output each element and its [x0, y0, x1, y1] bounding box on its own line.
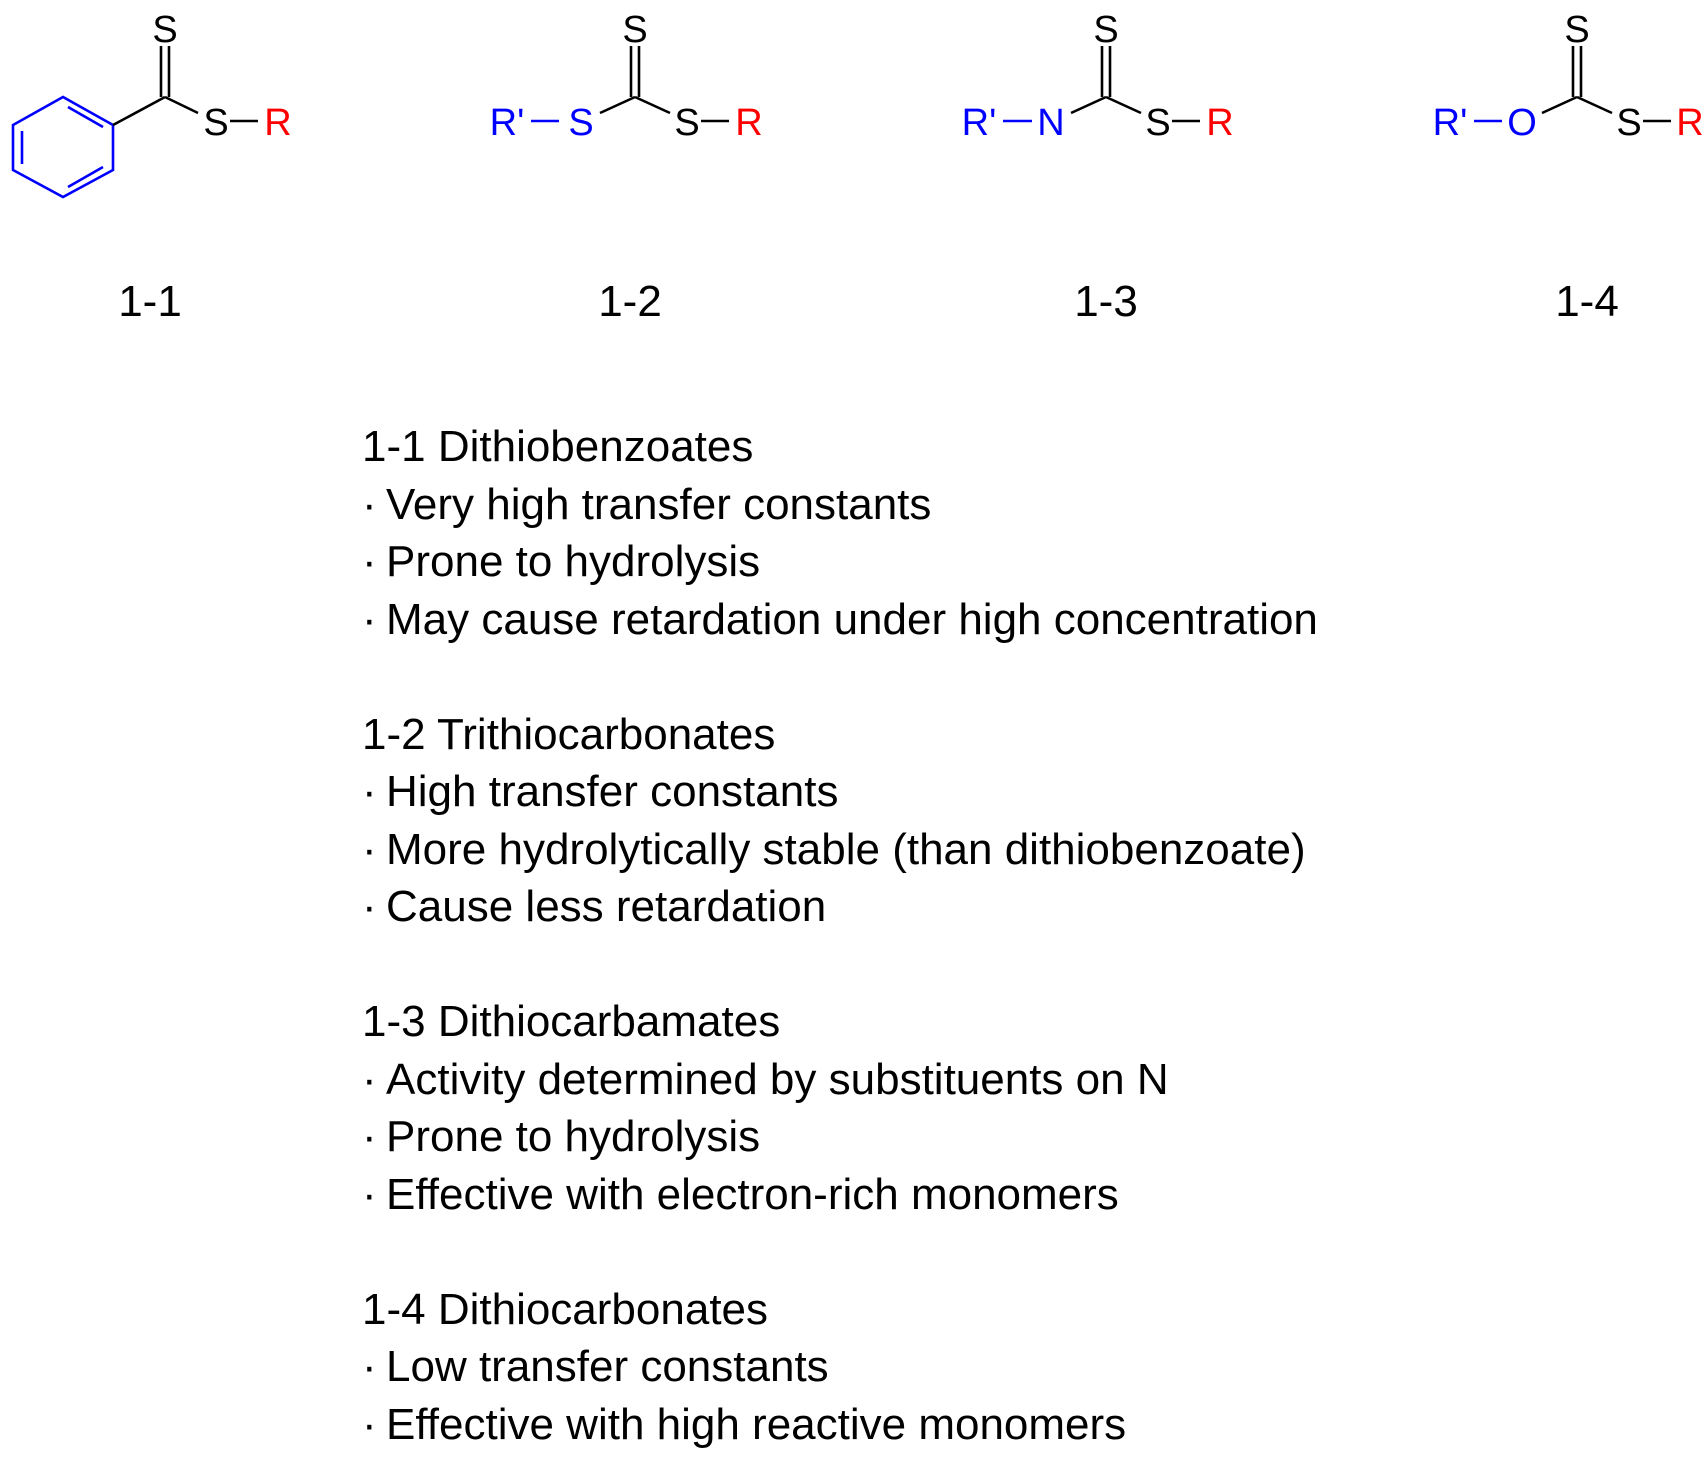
z-sulfur: S	[568, 102, 594, 144]
description-list	[362, 418, 1318, 1453]
description-dithiocarbamates	[362, 993, 1318, 1223]
r-prime-group: R'	[1432, 102, 1468, 144]
thioether-sulfur: S	[203, 102, 229, 144]
description-point: · High transfer constants	[362, 763, 1318, 821]
oxygen-atom: O	[1507, 102, 1537, 144]
description-point: · Activity determined by substituents on N	[362, 1051, 1318, 1109]
bullet-mark: ·	[362, 1399, 377, 1449]
bullet-mark: ·	[362, 537, 377, 586]
compound-label-1-2: 1-2	[598, 277, 662, 326]
r-group: R	[1676, 102, 1704, 144]
description-point: · Very high transfer constants	[362, 476, 1318, 534]
bond-ring-c	[113, 97, 165, 125]
bullet-mark: ·	[362, 1169, 377, 1219]
description-point: · Low transfer constants	[362, 1338, 1318, 1396]
thioether-sulfur: S	[1616, 102, 1642, 144]
description-title: 1-2 Trithiocarbonates	[362, 709, 776, 759]
description-title: 1-3 Dithiocarbamates	[362, 997, 781, 1046]
r-prime-group: R'	[489, 102, 525, 144]
raft-agent-structures	[0, 0, 1708, 330]
bullet-mark: ·	[362, 1054, 377, 1104]
structure-1-3	[962, 9, 1234, 144]
description-point: · Cause less retardation	[362, 878, 1318, 936]
structure-1-1	[13, 9, 292, 197]
r-group: R	[735, 102, 763, 144]
description-point: · Prone to hydrolysis	[362, 533, 1318, 591]
thione-sulfur: S	[152, 9, 178, 51]
structure-1-4	[1433, 9, 1704, 144]
bond-c-s	[165, 97, 198, 113]
description-title: 1-4 Dithiocarbonates	[362, 1284, 769, 1334]
description-trithiocarbonates	[362, 706, 1318, 936]
benzene-ring	[13, 97, 113, 197]
description-title: 1-1 Dithiobenzoates	[362, 422, 754, 471]
description-point: · More hydrolytically stable (than dithiobenzoate)	[362, 821, 1318, 879]
bullet-mark: ·	[362, 1112, 377, 1161]
description-dithiocarbonates	[362, 1281, 1318, 1454]
structure-1-2	[490, 9, 763, 144]
thione-sulfur: S	[622, 9, 648, 51]
thione-sulfur: S	[1564, 9, 1590, 51]
compound-label-1-1: 1-1	[118, 277, 182, 326]
thioether-sulfur: S	[674, 102, 700, 144]
bullet-mark: ·	[362, 767, 377, 816]
r-prime-group: R'	[961, 102, 997, 144]
description-point: · Prone to hydrolysis	[362, 1108, 1318, 1166]
description-point: · May cause retardation under high concentration	[362, 591, 1318, 649]
r-group: R	[264, 102, 292, 144]
description-dithiobenzoates	[362, 418, 1318, 648]
description-point: · Effective with high reactive monomers	[362, 1396, 1318, 1454]
thioether-sulfur: S	[1145, 102, 1171, 144]
r-group: R	[1206, 102, 1234, 144]
description-point: · Effective with electron-rich monomers	[362, 1166, 1318, 1224]
bullet-mark: ·	[362, 1342, 377, 1391]
bullet-mark: ·	[362, 882, 377, 931]
bullet-mark: ·	[362, 594, 377, 644]
nitrogen-atom: N	[1037, 102, 1065, 144]
compound-label-1-4: 1-4	[1555, 277, 1619, 326]
bullet-mark: ·	[362, 479, 377, 529]
compound-label-1-3: 1-3	[1074, 277, 1138, 326]
bullet-mark: ·	[362, 824, 377, 874]
thione-sulfur: S	[1093, 9, 1119, 51]
